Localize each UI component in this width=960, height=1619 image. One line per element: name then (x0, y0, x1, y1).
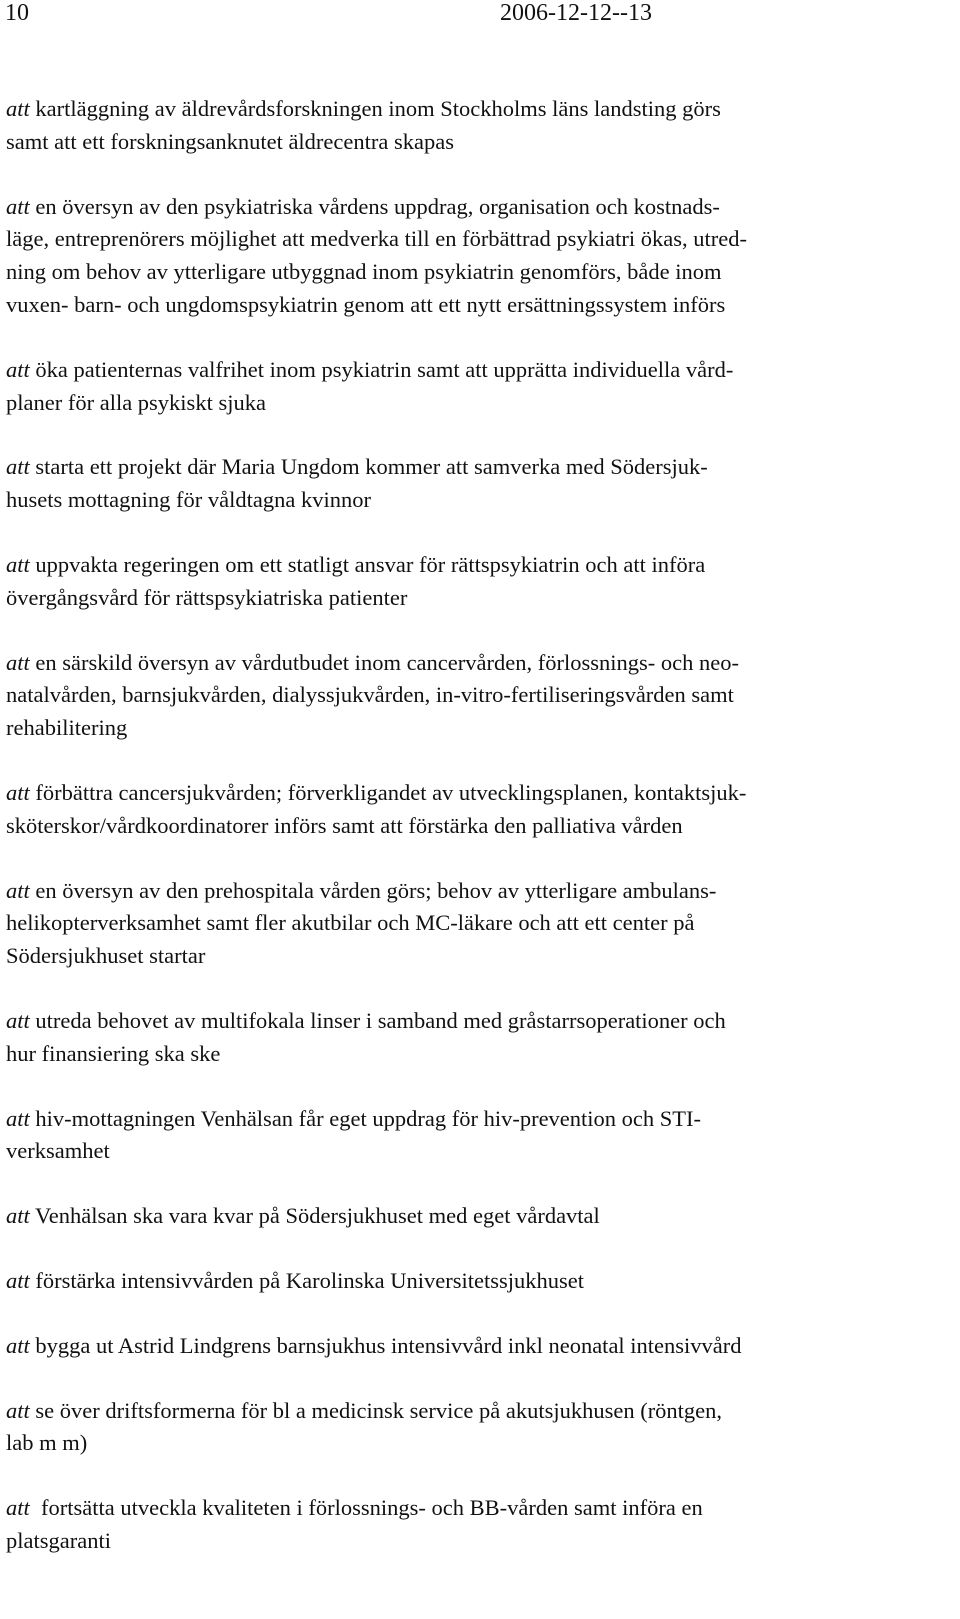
line-text: se över driftsformerna för bl a medicinsk service på akutsjukhusen (röntgen, (29, 1397, 723, 1423)
line-text: platsgaranti (6, 1527, 111, 1553)
line-text: förstärka intensivvården på Karolinska Universitetssjukhuset (29, 1267, 585, 1293)
line-text: uppvakta regeringen om ett statligt ansvar för rättspsykiatrin och att införa (29, 551, 706, 577)
line-text: natalvården, barnsjukvården, dialyssjukvården, in-vitro-fertiliseringsvården samt (6, 682, 734, 708)
page-number: 10 (5, 0, 29, 26)
line-text: kartläggning av äldrevårdsforskningen inom Stockholms läns landsting görs (29, 96, 721, 121)
list-item (6, 549, 928, 615)
att-prefix: att (6, 356, 30, 382)
page-header (0, 0, 960, 30)
att-prefix: att (6, 1267, 30, 1293)
text-line (6, 712, 928, 745)
att-prefix: att (6, 1105, 30, 1131)
line-text: hiv-mottagningen Venhälsan får eget uppdrag för hiv-prevention och STI- (29, 1105, 702, 1131)
text-line (6, 810, 928, 843)
text-line (6, 777, 928, 810)
att-prefix: att (6, 1495, 30, 1521)
line-text: en särskild översyn av vårdutbudet inom cancervården, förlossnings- och neo- (29, 649, 739, 675)
text-line (6, 289, 928, 322)
text-line (6, 875, 928, 908)
line-text: Venhälsan ska vara kvar på Södersjukhuset med eget vårdavtal (29, 1203, 600, 1229)
att-prefix: att (6, 1332, 30, 1358)
text-line (6, 1427, 928, 1460)
list-item (6, 451, 928, 517)
att-prefix: att (6, 1007, 30, 1033)
list-item (6, 93, 928, 159)
text-line (6, 1200, 928, 1233)
att-prefix: att (6, 96, 30, 121)
att-prefix: att (6, 551, 30, 577)
list-item (6, 1395, 928, 1461)
list-item (6, 875, 928, 973)
text-line (6, 1330, 928, 1363)
text-line (6, 1103, 928, 1136)
line-text: förbättra cancersjukvården; förverkligandet av utvecklingsplanen, kontaktsjuk- (29, 779, 747, 805)
text-line (6, 191, 928, 224)
list-item (6, 777, 928, 843)
line-text: ning om behov av ytterligare utbyggnad inom psykiatrin genomförs, både inom (6, 259, 722, 285)
list-item (6, 647, 928, 745)
line-text: hur finansiering ska ske (6, 1040, 221, 1066)
line-text: utreda behovet av multifokala linser i samband med gråstarrsoperationer och (29, 1007, 726, 1033)
text-line (6, 93, 928, 126)
line-text: husets mottagning för våldtagna kvinnor (6, 487, 371, 513)
list-item (6, 1103, 928, 1169)
att-prefix: att (6, 649, 30, 675)
line-text: en översyn av den psykiatriska vårdens uppdrag, organisation och kostnads- (29, 193, 720, 219)
att-prefix: att (6, 877, 30, 903)
line-text: lab m m) (6, 1430, 88, 1456)
text-line (6, 354, 928, 387)
text-line (6, 940, 928, 973)
line-text: planer för alla psykiskt sjuka (6, 389, 266, 415)
att-prefix: att (6, 1397, 30, 1423)
line-text: öka patienternas valfrihet inom psykiatrin samt att upprätta individuella vård- (29, 356, 734, 382)
line-text: starta ett projekt där Maria Ungdom kommer att samverka med Södersjuk- (29, 454, 708, 480)
list-item (6, 354, 928, 420)
line-text: helikopterverksamhet samt fler akutbilar och MC-läkare och att ett center på (6, 910, 695, 936)
list-item (6, 1005, 928, 1071)
list-item (6, 1265, 928, 1298)
text-line (6, 907, 928, 940)
text-line (6, 484, 928, 517)
text-line (6, 1525, 928, 1558)
text-line (6, 387, 928, 420)
list-item (6, 1330, 928, 1363)
att-prefix: att (6, 779, 30, 805)
line-text: verksamhet (6, 1138, 110, 1164)
text-line (6, 451, 928, 484)
list-item (6, 1492, 928, 1558)
line-text: vuxen- barn- och ungdomspsykiatrin genom att ett nytt ersättningssystem införs (6, 291, 726, 317)
text-line (6, 1038, 928, 1071)
line-text: bygga ut Astrid Lindgrens barnsjukhus intensivvård inkl neonatal intensivvård (29, 1332, 742, 1358)
text-line (6, 1135, 928, 1168)
text-line (6, 647, 928, 680)
list-item (6, 1200, 928, 1233)
att-prefix: att (6, 1203, 30, 1229)
text-line (6, 679, 928, 712)
page-date: 2006-12-12--13 (500, 0, 652, 26)
text-line (6, 549, 928, 582)
text-line (6, 1395, 928, 1428)
line-text: övergångsvård för rättspsykiatriska patienter (6, 584, 408, 610)
line-text: en översyn av den prehospitala vården görs; behov av ytterligare ambulans- (29, 877, 717, 903)
att-prefix: att (6, 454, 30, 480)
line-text: samt att ett forskningsanknutet äldrecentra skapas (6, 128, 454, 154)
text-line (6, 256, 928, 289)
text-line (6, 223, 928, 256)
line-text: rehabilitering (6, 715, 128, 741)
line-text: Södersjukhuset startar (6, 943, 206, 969)
text-line (6, 1492, 928, 1525)
line-text: läge, entreprenörers möjlighet att medverka till en förbättrad psykiatri ökas, utred- (6, 226, 747, 252)
text-line (6, 582, 928, 615)
text-line (6, 1265, 928, 1298)
document-body (6, 93, 928, 1590)
text-line (6, 1005, 928, 1038)
line-text: fortsätta utveckla kvaliteten i förlossnings- och BB-vården samt införa en (29, 1495, 703, 1521)
list-item (6, 191, 928, 322)
line-text: sköterskor/vårdkoordinatorer införs samt att förstärka den palliativa vården (6, 812, 683, 838)
text-line (6, 126, 928, 159)
att-prefix: att (6, 193, 30, 219)
